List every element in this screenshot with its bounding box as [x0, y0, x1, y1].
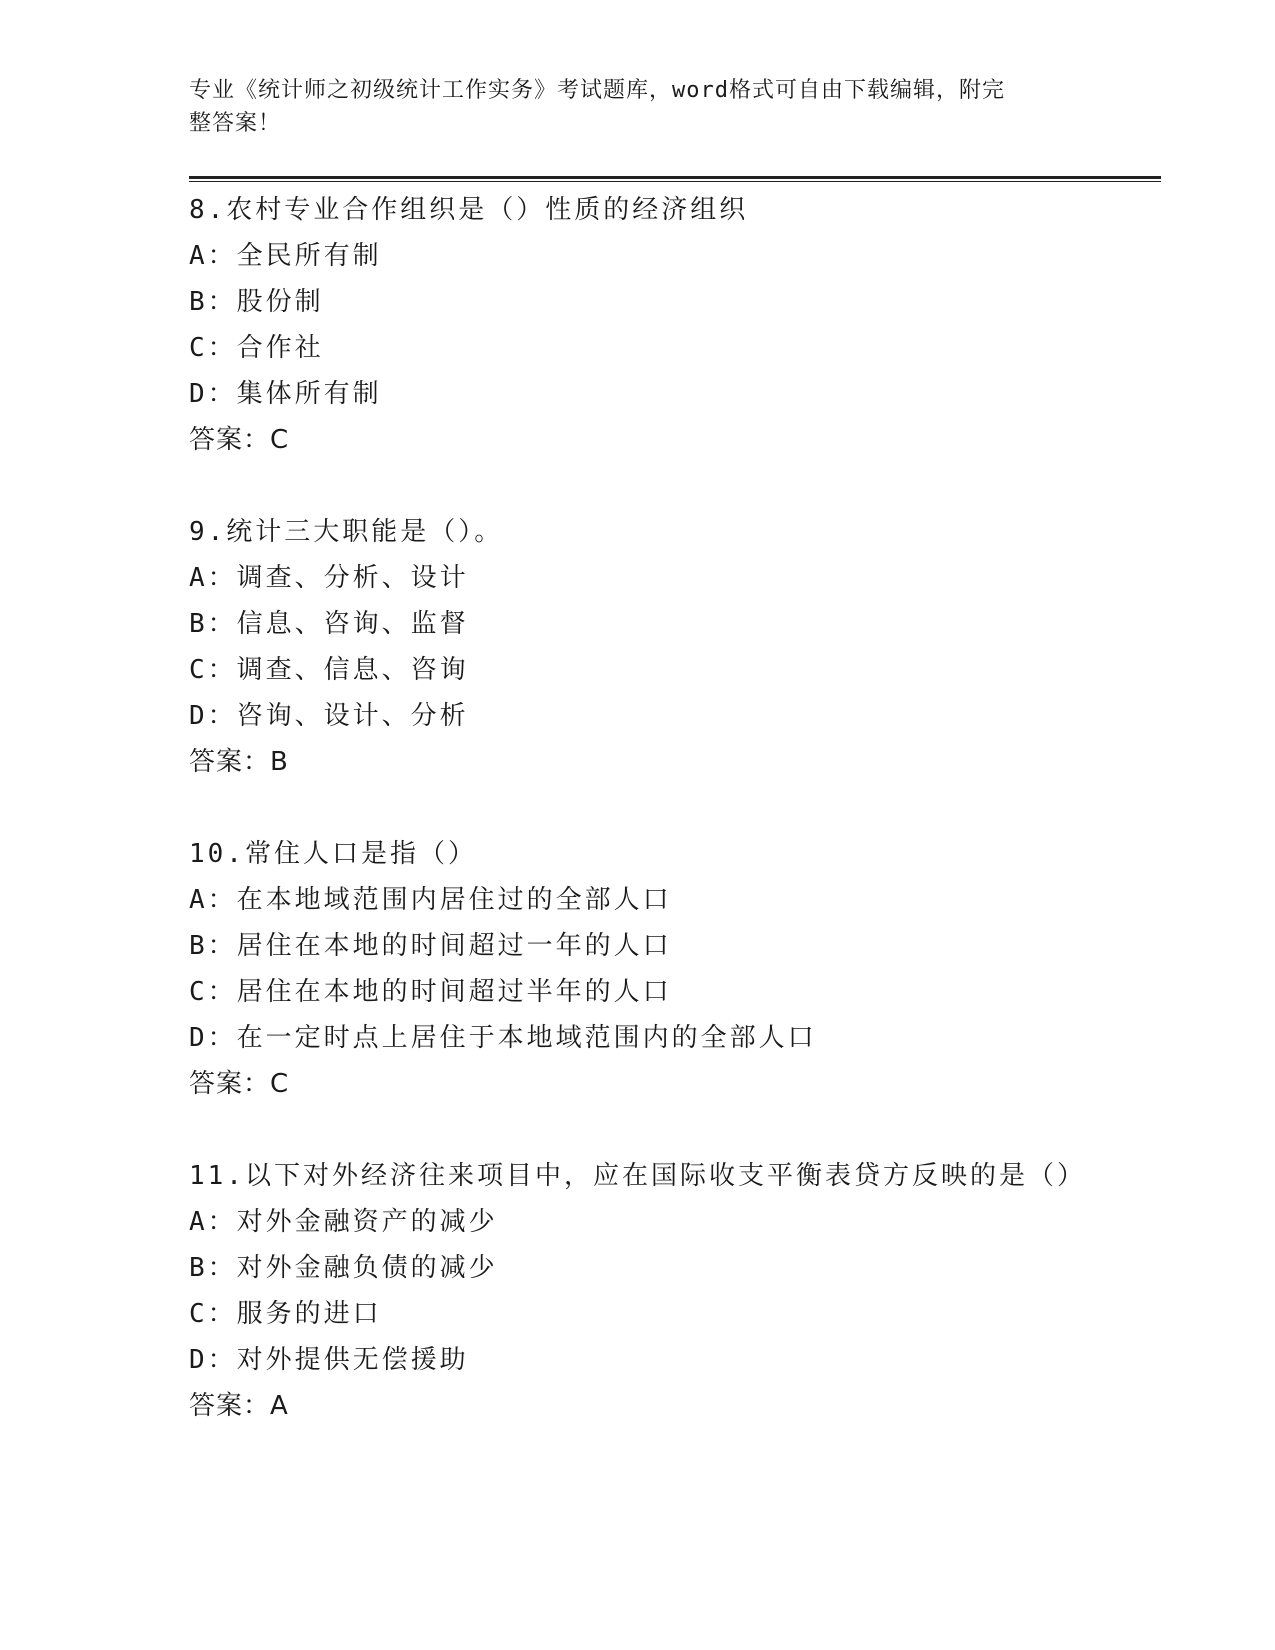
question-10	[189, 831, 1149, 1107]
option-b: B：居住在本地的时间超过一年的人口	[189, 931, 672, 961]
question-8	[189, 187, 1149, 463]
option-b: B：对外金融负债的减少	[189, 1253, 498, 1283]
option-c: C：调查、信息、咨询	[189, 655, 469, 685]
option-d: D：在一定时点上居住于本地域范围内的全部人口	[189, 1023, 817, 1053]
option-a: A：全民所有制	[189, 241, 382, 271]
header-line-1: 专业《统计师之初级统计工作实务》考试题库，word格式可自由下载编辑，附完	[189, 78, 1005, 103]
question-stem: 8.农村专业合作组织是（）性质的经济组织	[189, 195, 749, 225]
header-divider-thin	[189, 181, 1161, 182]
question-stem: 10.常住人口是指（）	[189, 839, 477, 869]
option-a: A：在本地域范围内居住过的全部人口	[189, 885, 672, 915]
header-line-2: 整答案！	[189, 111, 282, 136]
option-b: B：信息、咨询、监督	[189, 609, 469, 639]
answer: 答案：C	[189, 1069, 290, 1099]
document-header	[189, 74, 1069, 140]
option-c: C：合作社	[189, 333, 324, 363]
answer: 答案：C	[189, 425, 290, 455]
option-d: D：对外提供无偿援助	[189, 1345, 469, 1375]
header-divider-thick	[189, 176, 1161, 179]
option-c: C：服务的进口	[189, 1299, 382, 1329]
option-d: D：集体所有制	[189, 379, 382, 409]
option-b: B：股份制	[189, 287, 324, 317]
question-9	[189, 509, 1149, 785]
answer: 答案：B	[189, 747, 289, 777]
question-stem: 11.以下对外经济往来项目中，应在国际收支平衡表贷方反映的是（）	[189, 1161, 1086, 1191]
option-a: A：调查、分析、设计	[189, 563, 469, 593]
option-a: A：对外金融资产的减少	[189, 1207, 498, 1237]
question-11	[189, 1153, 1149, 1429]
option-c: C：居住在本地的时间超过半年的人口	[189, 977, 672, 1007]
answer: 答案：A	[189, 1391, 289, 1421]
question-stem: 9.统计三大职能是（）。	[189, 517, 504, 547]
option-d: D：咨询、设计、分析	[189, 701, 469, 731]
